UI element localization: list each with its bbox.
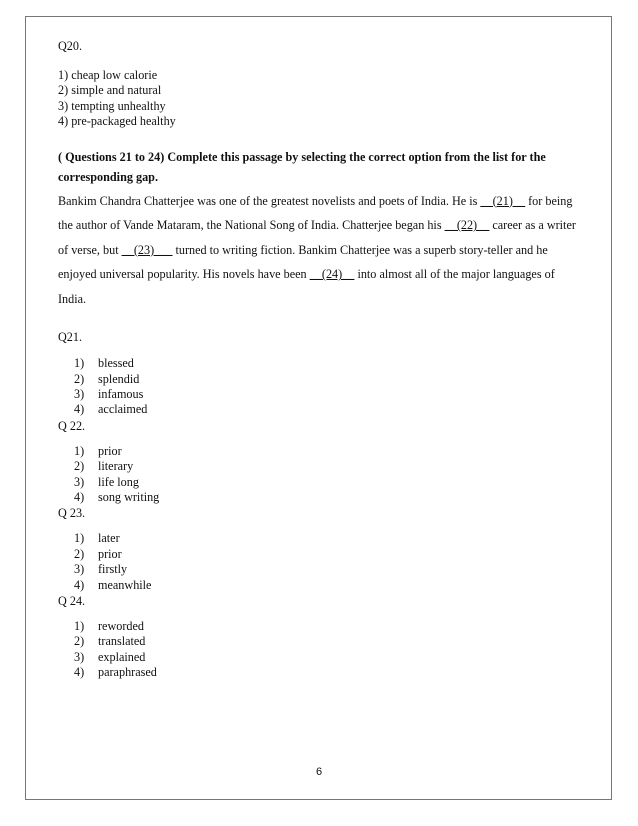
q20-option-4: 4) pre-packaged healthy [58,114,176,129]
page-number: 6 [315,766,323,778]
q23-option-4: 4) meanwhile [74,577,152,592]
q20-option-3: 3) tempting unhealthy [58,98,166,113]
q23-option-1: 1) later [74,531,120,546]
passage-part-5: into almost all of the major languages of India. [58,267,555,306]
q20-label: Q20. [58,39,83,53]
q21-option-1: 1) blessed [74,356,134,371]
passage-part-3: career as a writer of verse, but [58,218,576,257]
gap-21: __(21)__ [480,193,526,208]
passage-part-4: turned to writing fiction. Bankim Chatterjee was a superb story-teller and he enjoyed universal popularity. His novels have been [58,242,548,282]
q21-option-3: 3) infamous [74,386,144,401]
q23-option-3: 3) firstly [74,562,128,577]
q21-label: Q21. [58,330,83,345]
q22-label: Q 22. [58,418,86,433]
passage-part-1: Bankim Chandra Chatterjee was one of the greatest novelists and poets of India. He is [58,193,481,208]
gap-23: __(23)___ [121,242,173,257]
q22-option-4: 4) song writing [74,489,160,504]
q22-option-1: 1) prior [74,443,122,458]
document-body [58,38,578,681]
q24-option-1: 1) reworded [74,619,145,633]
q24-option-2: 2) translated [74,634,146,649]
passage [58,189,578,312]
q21-option-4: 4) acclaimed [74,402,148,417]
q24-label: Q 24. [58,594,86,608]
q21-option-2: 2) splendid [74,371,140,386]
q20-options [58,68,578,130]
q24-option-4: 4) paraphrased [74,665,157,680]
q21-options [58,356,578,418]
q22-option-2: 2) literary [74,459,134,474]
q24-options [58,619,578,681]
gap-24: __(24)__ [309,267,355,282]
passage-part-2: for being the author of Vande Mataram, the National Song of India. Chatterjee began his [58,193,573,233]
q23-label: Q 23. [58,506,86,521]
q20-option-1: 1) cheap low calorie [58,68,158,82]
q20-option-2: 2) simple and natural [58,83,162,98]
q23-option-2: 2) prior [74,546,122,561]
q22-options [58,444,578,506]
q22-option-3: 3) life long [74,474,139,489]
instruction-text: ( Questions 21 to 24) Complete this passage by selecting the correct option from the list for the corresponding gap. [58,149,546,184]
gap-22: __(22)__ [444,218,490,233]
q24-option-3: 3) explained [74,649,146,664]
q23-options [58,531,578,593]
